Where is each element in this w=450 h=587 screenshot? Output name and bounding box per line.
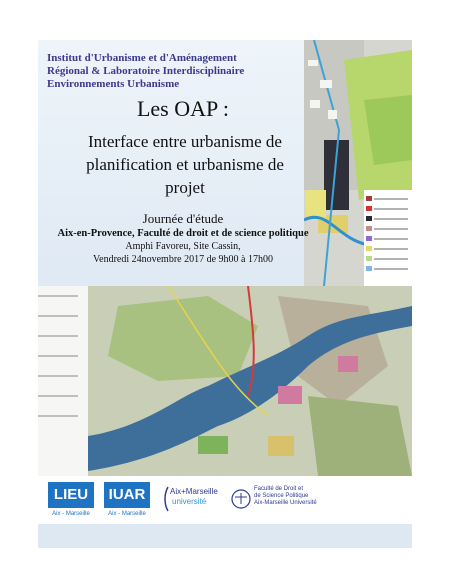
institute-line-1: Institut d'Urbanisme et d'Aménagement [47, 52, 237, 64]
amu-logo [164, 484, 222, 514]
amu-logo-name: Aix+Marseille [170, 487, 218, 496]
institute-header [47, 52, 297, 91]
faculty-logo-text [254, 486, 318, 507]
poster-subtitle [42, 130, 328, 199]
subtitle-line-2: planification et urbanisme de [86, 155, 284, 174]
iuar-logo-subtitle: Aix - Marseille [108, 511, 146, 517]
event-details [38, 212, 328, 266]
event-room: Amphi Favoreu, Site Cassin, [125, 241, 241, 252]
subtitle-line-1: Interface entre urbanisme de [88, 132, 282, 151]
institute-line-2: Régional & Laboratoire Interdisciplinaire [47, 65, 245, 77]
institute-line-3: Environnements Urbanisme [47, 78, 180, 90]
poster-bottom-stripe [38, 524, 412, 548]
event-label: Journée d'étude [142, 211, 224, 226]
faculty-logo [230, 484, 320, 514]
lieu-logo-subtitle: Aix - Marseille [52, 511, 90, 517]
partner-logos-bar [38, 476, 412, 524]
faculty-line-1: Faculté de Droit et [254, 486, 304, 492]
iuar-logo: IUAR [104, 482, 150, 508]
subtitle-line-3: projet [165, 178, 205, 197]
faculty-line-2: de Science Politique [254, 493, 309, 499]
amu-logo-subtitle: université [172, 497, 207, 506]
poster-title: Les OAP : [136, 96, 230, 121]
faculty-line-3: Aix-Marseille Université [254, 500, 317, 506]
event-location: Aix-en-Provence, Faculté de droit et de science politique [57, 228, 309, 239]
scales-emblem-icon [230, 488, 252, 510]
city-river-map [38, 286, 412, 476]
lieu-logo: LIEU [48, 482, 94, 508]
event-date: Vendredi 24novembre 2017 de 9h00 à 17h00 [93, 254, 273, 265]
event-poster [38, 40, 412, 548]
